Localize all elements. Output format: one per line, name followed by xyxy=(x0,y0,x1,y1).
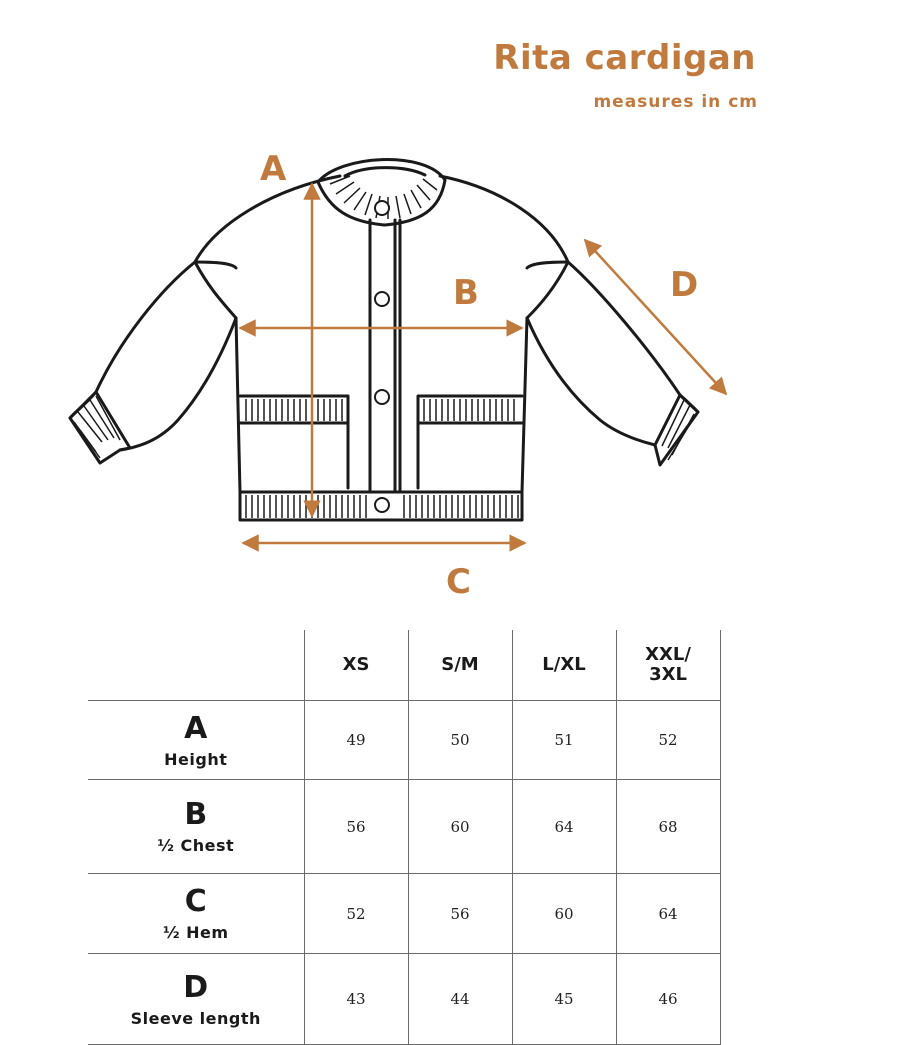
chart-title: Rita cardigan xyxy=(493,38,756,78)
row-measure: Height xyxy=(164,749,228,769)
size-label: XS xyxy=(342,654,370,675)
table-cell: 51 xyxy=(512,701,616,780)
buttons xyxy=(375,201,389,512)
table-cell: 52 xyxy=(304,874,408,954)
label-c: C xyxy=(446,562,471,602)
row-letter: A xyxy=(184,710,208,746)
chart-subtitle: measures in cm xyxy=(593,92,758,112)
table-row-b xyxy=(88,780,720,874)
table-cell: 68 xyxy=(616,780,720,874)
label-b: B xyxy=(453,273,479,313)
row-measure: ½ Hem xyxy=(162,923,229,942)
ribbing xyxy=(74,176,694,518)
table-cell: 56 xyxy=(304,780,408,874)
size-header-lxl xyxy=(512,630,616,701)
label-a: A xyxy=(260,149,287,189)
button-1 xyxy=(375,201,389,215)
row-measure: Sleeve length xyxy=(130,1008,261,1028)
table-cell: 52 xyxy=(616,701,720,780)
row-header xyxy=(88,780,304,874)
table-cell: 45 xyxy=(512,954,616,1045)
table-cell: 50 xyxy=(408,701,512,780)
row-letter: C xyxy=(184,884,207,919)
size-label: L/XL xyxy=(542,654,586,675)
table-row-c xyxy=(88,874,720,954)
table-cell: 43 xyxy=(304,954,408,1045)
table-header-row xyxy=(88,630,720,701)
button-2 xyxy=(375,292,389,306)
button-4 xyxy=(375,498,389,512)
measure-arrows xyxy=(240,184,726,543)
table-cell: 64 xyxy=(616,874,720,954)
table-cell: 44 xyxy=(408,954,512,1045)
row-letter: B xyxy=(184,797,208,832)
row-header xyxy=(88,954,304,1045)
size-header-xs xyxy=(304,630,408,701)
row-letter: D xyxy=(183,969,209,1005)
table-cell: 46 xyxy=(616,954,720,1045)
size-label: XXL/ xyxy=(645,644,691,665)
row-header xyxy=(88,701,304,780)
size-label: S/M xyxy=(441,654,479,675)
table-cell: 49 xyxy=(304,701,408,780)
row-header xyxy=(88,874,304,954)
table-cell: 60 xyxy=(408,780,512,874)
size-header-xxl xyxy=(616,630,720,701)
table-cell: 64 xyxy=(512,780,616,874)
table-row-d xyxy=(88,954,720,1045)
arrow-d xyxy=(585,240,726,394)
table-row-a xyxy=(88,701,720,780)
cuff-ribbing xyxy=(74,396,694,460)
row-measure: ½ Chest xyxy=(157,836,235,855)
size-header-sm xyxy=(408,630,512,701)
label-d: D xyxy=(670,265,699,305)
table-cell: 56 xyxy=(408,874,512,954)
size-label-line2: 3XL xyxy=(649,664,687,685)
table-cell: 60 xyxy=(512,874,616,954)
size-table xyxy=(88,630,721,1045)
header-blank-cell xyxy=(88,630,304,701)
button-3 xyxy=(375,390,389,404)
